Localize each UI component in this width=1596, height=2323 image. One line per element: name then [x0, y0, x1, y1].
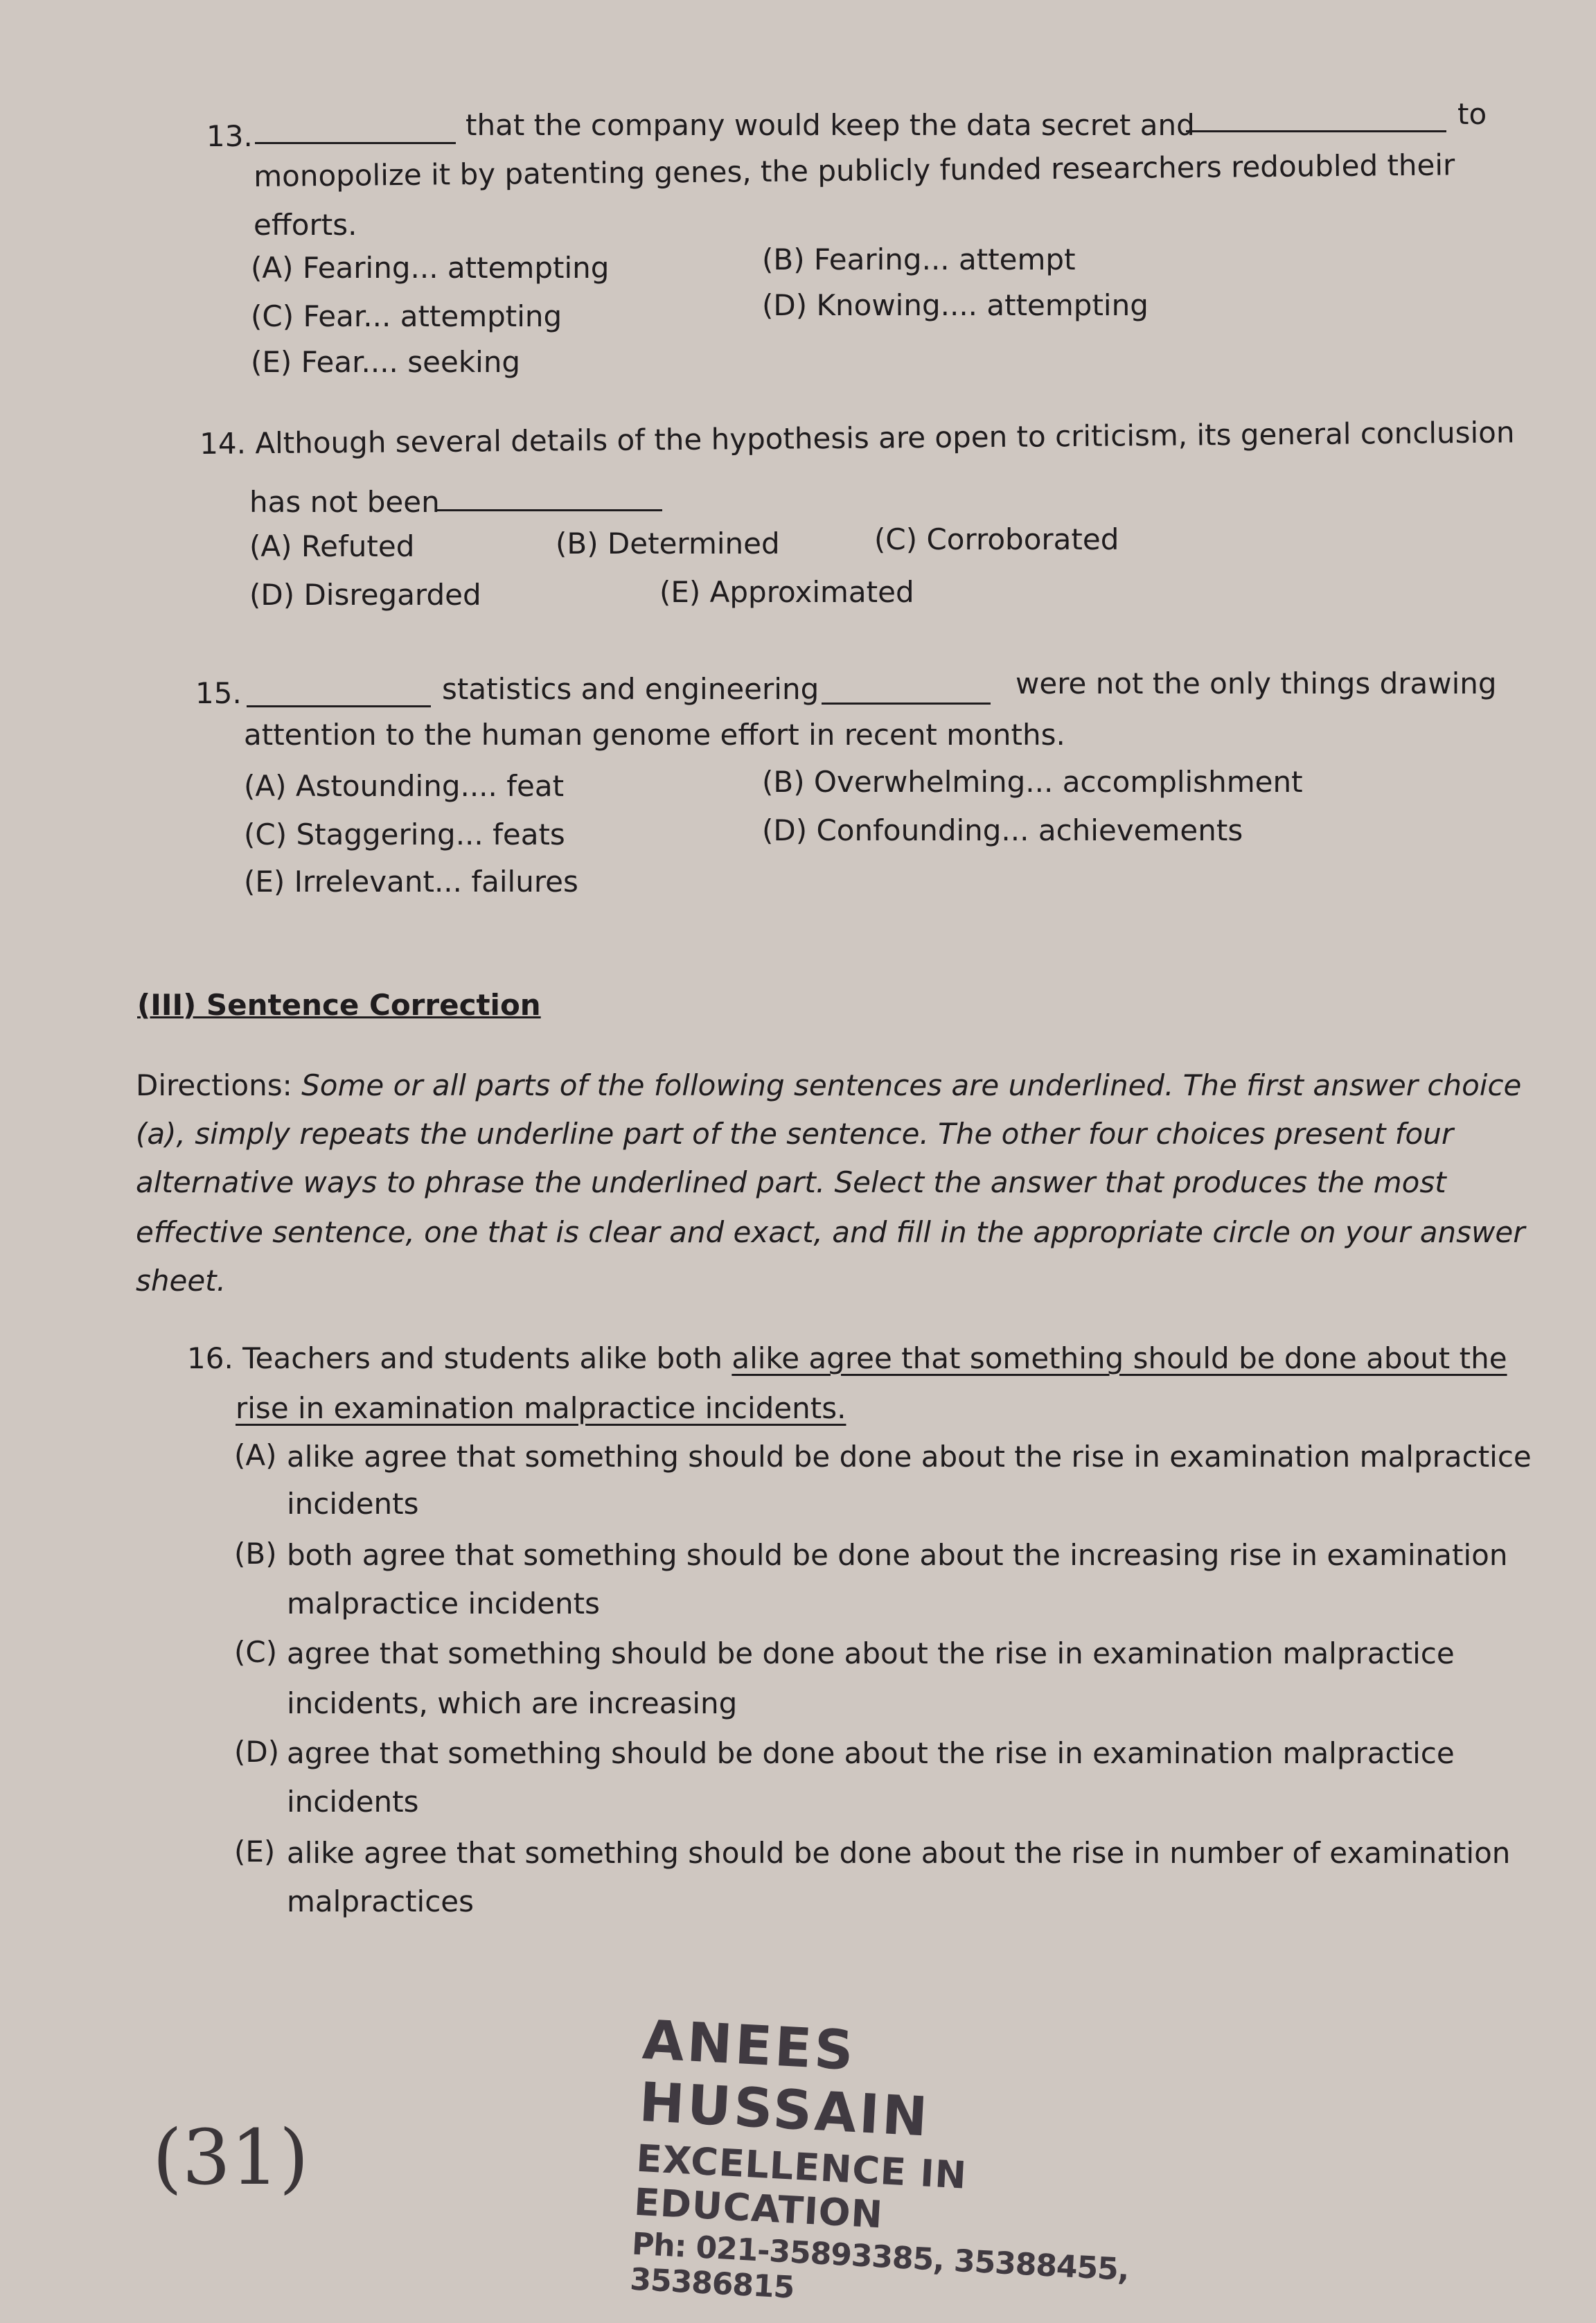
stamp-tagline: EXCELLENCE IN EDUCATION — [632, 2136, 968, 2237]
q14-blank — [436, 509, 662, 511]
directions-line-4: effective sentence, one that is clear and exact, and fill in the appropriate circle on your answer — [136, 1215, 1525, 1249]
q16-option-c-line2: incidents, which are increasing — [287, 1686, 738, 1720]
q13-option-d: (D) Knowing.... attempting — [762, 288, 1149, 322]
q16-stem-underlined-2: rise in examination malpractice incidents. — [236, 1391, 846, 1425]
directions-line-5: sheet. — [136, 1264, 226, 1298]
directions-line-3: alternative ways to phrase the underlined part. Select the answer that produces the most — [136, 1165, 1446, 1199]
q14-option-c: (C) Corroborated — [874, 522, 1119, 556]
q15-option-d: (D) Confounding... achievements — [762, 813, 1243, 847]
q16-stem-plain: 16. Teachers and students alike both — [187, 1341, 722, 1375]
q16-option-a-line1: alike agree that something should be done about the rise in examination malpractice — [287, 1440, 1532, 1474]
q15-option-b: (B) Overwhelming... accomplishment — [762, 765, 1303, 799]
directions-line-1 — [136, 1068, 1521, 1103]
q13-option-a: (A) Fearing... attempting — [251, 251, 610, 285]
q16-option-c-label: (C) — [234, 1635, 278, 1669]
q14-line2: has not been — [249, 485, 440, 519]
directions-text-1: Some or all parts of the following sentences are underlined. The first answer choice — [301, 1068, 1522, 1102]
publisher-stamp — [629, 2009, 1142, 2323]
q16-option-a-line2: incidents — [287, 1487, 419, 1521]
q16-option-b-line2: malpractice incidents — [287, 1587, 601, 1620]
q16-option-c-line1: agree that something should be done about the rise in examination malpractice — [287, 1636, 1455, 1670]
q15-option-a: (A) Astounding.... feat — [244, 769, 565, 803]
stamp-name: ANEES HUSSAIN — [637, 2009, 932, 2149]
q15-number: 15. — [195, 676, 242, 710]
q13-blank-1 — [255, 142, 456, 144]
q16-option-b-line1: both agree that something should be done about the increasing rise in examination — [287, 1538, 1508, 1572]
stamp-phone: Ph: 021-35893385, 35388455, 35386815 — [629, 2226, 1130, 2306]
q15-line2: attention to the human genome effort in recent months. — [244, 718, 1065, 752]
page-number: (31) — [152, 2113, 309, 2202]
directions-label: Directions: — [136, 1068, 292, 1102]
q13-blank-2 — [1186, 130, 1446, 132]
q14-line1: 14. Although several details of the hypothesis are open to criticism, its general conclusion — [200, 415, 1515, 461]
q14-option-b: (B) Determined — [556, 527, 780, 560]
q16-option-d-line2: incidents — [287, 1785, 419, 1819]
q13-option-b: (B) Fearing... attempt — [762, 242, 1076, 276]
q13-line1-end: to — [1457, 97, 1487, 131]
q15-option-c: (C) Staggering... feats — [244, 818, 565, 851]
q15-line1-mid: statistics and engineering — [442, 672, 819, 706]
q13-line2: monopolize it by patenting genes, the publicly funded researchers redoubled their — [254, 148, 1455, 193]
q15-line1-end: were not the only things drawing — [1016, 666, 1497, 700]
q15-blank-1 — [247, 705, 431, 707]
q13-option-e: (E) Fear.... seeking — [251, 345, 521, 379]
q16-stem-line1 — [187, 1341, 1507, 1376]
q13-number: 13. — [206, 119, 253, 153]
q14-option-d: (D) Disregarded — [249, 578, 481, 612]
q16-stem-line2 — [236, 1391, 846, 1426]
q13-line1-mid: that the company would keep the data secret and — [466, 108, 1195, 142]
section-heading: (III) Sentence Correction — [137, 988, 541, 1022]
q15-option-e: (E) Irrelevant... failures — [244, 865, 578, 899]
directions-line-2: (a), simply repeats the underline part of the sentence. The other four choices present four — [136, 1117, 1454, 1151]
q16-option-e-label: (E) — [234, 1835, 276, 1869]
q13-option-c: (C) Fear... attempting — [251, 299, 562, 333]
q16-option-e-line1: alike agree that something should be done about the rise in number of examination — [287, 1836, 1511, 1870]
q16-stem-underlined-1: alike agree that something should be done about the — [732, 1341, 1507, 1375]
q16-option-d-line1: agree that something should be done about the rise in examination malpractice — [287, 1736, 1455, 1770]
q15-blank-2 — [822, 703, 991, 705]
q16-option-a-label: (A) — [234, 1438, 277, 1472]
q13-line3: efforts. — [254, 208, 357, 242]
q14-option-e: (E) Approximated — [659, 575, 914, 609]
q14-option-a: (A) Refuted — [249, 529, 415, 563]
q16-option-d-label: (D) — [234, 1735, 280, 1769]
q16-option-e-line2: malpractices — [287, 1884, 475, 1918]
q16-option-b-label: (B) — [234, 1537, 277, 1571]
